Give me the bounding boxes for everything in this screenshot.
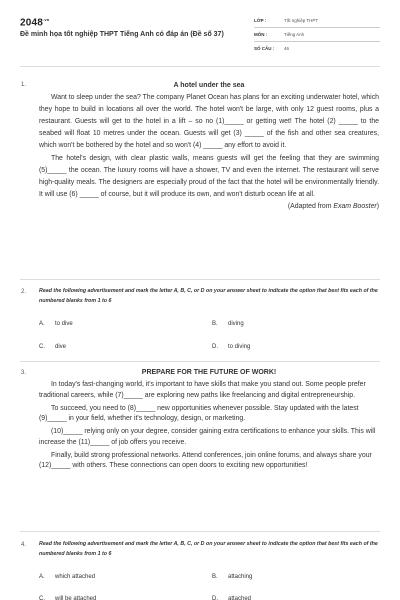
option-letter: D. — [212, 344, 218, 350]
option-d[interactable] — [212, 596, 251, 600]
option-b[interactable] — [212, 574, 252, 580]
divider — [254, 41, 380, 42]
option-letter: B. — [212, 574, 218, 580]
source-title: Exam Booster — [333, 202, 377, 210]
passage-future-work — [39, 368, 379, 474]
option-letter: D. — [212, 596, 218, 600]
logo-suffix: .vn — [43, 17, 50, 22]
logo-text: 2048 — [20, 17, 44, 29]
divider — [254, 27, 380, 28]
question-divider — [20, 531, 380, 532]
meta-subject-label: MÔN : — [254, 32, 268, 37]
option-a[interactable] — [39, 321, 73, 327]
option-b[interactable] — [212, 321, 244, 327]
passage-title: A hotel under the sea — [173, 82, 245, 89]
header-divider — [20, 66, 380, 67]
question-number: 1. — [21, 82, 27, 88]
passage-paragraph-3: (10)_____ relying only on your degree, consider gaining extra certifications to enhance your skills. This will increase the (11)_____ of job offers you receive. — [39, 428, 376, 446]
option-c[interactable] — [39, 596, 96, 600]
meta-class-row — [254, 15, 380, 28]
passage-paragraph-2: To succeed, you need to (8)_____ new opportunities whenever possible. Stay updated with the latest (9)_____ in your field, whether it's technology, design, or marketing. — [39, 404, 359, 423]
option-text: to dive — [55, 321, 73, 327]
option-d[interactable] — [212, 344, 250, 350]
meta-subject-value: Tiếng Anh — [284, 32, 305, 37]
passage-source — [39, 201, 379, 213]
option-text: which attached — [55, 574, 96, 580]
option-text: dive — [55, 344, 67, 350]
page-header — [0, 0, 400, 62]
passage-paragraph-1: Want to sleep under the sea? The company Planet Ocean has plans for an exciting underwater hotel, which they hope to build in locations all over the world. The hotel won't be large, with only 12 guest rooms, plus a restaurant. Guests will get to the hotel in a lift – so no (1)_____ or getting wet! The hotel (2) _____ to the seabed will float 10 metres under the ocean. Guests will get (3) _____ of the fish and other sea creatures, which won't be bothered by the hotel and so won't (4) _____ any effort to avoid it. — [39, 94, 379, 150]
passage-hotel — [39, 80, 379, 213]
document-title: Đề minh họa tốt nghiệp THPT Tiếng Anh có đáp án (Đề số 37) — [20, 31, 224, 38]
option-letter: A. — [39, 321, 45, 327]
source-suffix: ) — [376, 202, 379, 210]
passage-paragraph-1: In today's fast-changing world, it's important to have skills that make you stand out. Some people prefer traditional careers, while (7)_____ are exploring new paths like freelancing and digital entrepreneurship. — [39, 381, 366, 399]
question-number: 4. — [21, 542, 27, 548]
question-divider — [20, 279, 380, 280]
meta-class-value: Tốt nghiệp THPT — [284, 18, 319, 23]
question-divider — [20, 361, 380, 362]
option-letter: A. — [39, 574, 45, 580]
option-a[interactable] — [39, 574, 95, 580]
passage-paragraph-2: The hotel's design, with clear plastic walls, means guests will get the feeling that they are swimming (5)_____ the ocean. The luxury rooms will have a shower, TV and even the internet. The restaurant will serve high-quality meals. The designers are especially proud of the fact that the hotel will be environmentally friendly. It will use (6) _____ of course, but it will produce its own, and won't disturb ocean life at all. — [39, 154, 379, 198]
meta-count-label: SỐ CÂU : — [254, 46, 275, 51]
meta-count-value: 46 — [284, 46, 290, 51]
meta-count-row — [254, 43, 380, 56]
question-number: 2. — [21, 289, 27, 295]
option-c[interactable] — [39, 344, 66, 350]
option-text: attaching — [228, 574, 253, 580]
option-letter: C. — [39, 344, 45, 350]
option-letter: B. — [212, 321, 218, 327]
meta-subject-row — [254, 29, 380, 42]
passage-title: PREPARE FOR THE FUTURE OF WORK! — [141, 369, 277, 376]
source-prefix: (Adapted from — [287, 202, 334, 210]
site-logo[interactable] — [20, 17, 49, 28]
option-text: to diving — [228, 344, 251, 350]
question-number: 3. — [21, 370, 27, 376]
option-text: attached — [228, 596, 252, 600]
meta-class-label: LỚP : — [254, 18, 267, 23]
option-text: will be attached — [55, 596, 97, 600]
question-instruction: Read the following advertisement and mark the letter A, B, C, or D on your answer sheet to indicate the option that best fits each of the numbered blanks from 1 to 6 — [39, 541, 378, 557]
passage-paragraph-4: Finally, build strong professional networks. Attend conferences, join online forums, and always share your (12)_____ with others. These connections can open doors to exciting new opportunities! — [39, 451, 372, 470]
option-text: diving — [228, 321, 244, 327]
question-instruction: Read the following advertisement and mark the letter A, B, C, or D on your answer sheet to indicate the option that best fits each of the numbered blanks from 1 to 6 — [39, 288, 378, 304]
option-letter: C. — [39, 596, 45, 600]
